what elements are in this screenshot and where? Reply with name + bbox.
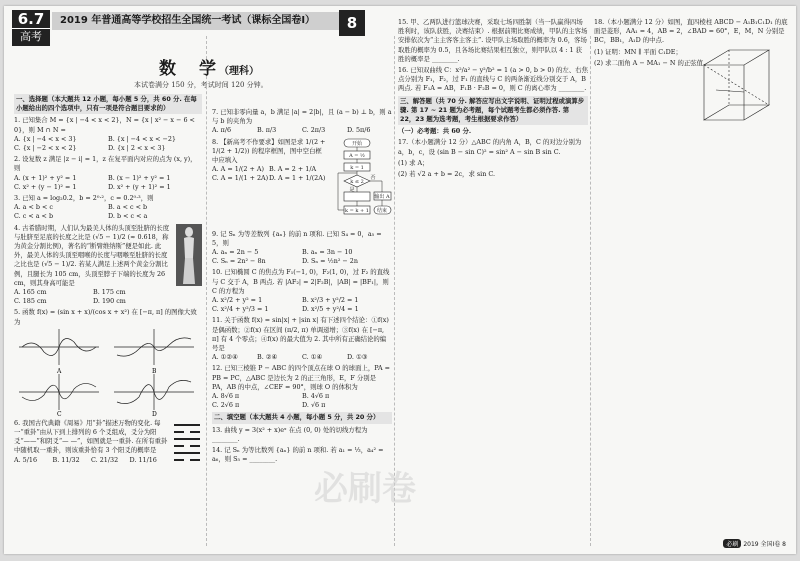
- flow-end: 结束: [376, 207, 388, 214]
- column-divider: [590, 36, 591, 546]
- flow-init-a: A = ½: [349, 152, 365, 159]
- option-d: D. x²/5 + y²/4 = 1: [302, 305, 359, 314]
- option-a: A. (x + 1)² + y² = 1: [14, 173, 77, 182]
- option-c: C. 2√6 π: [212, 401, 240, 410]
- question-2: [14, 155, 202, 192]
- option-c: C. {x | −2 < x < 2}: [14, 144, 77, 153]
- question-text: 8. 【新高考不作要求】如图是求 1/(2 + 1/(2 + 1/2)) 的程序框图，图中空白框中应填入: [212, 137, 326, 165]
- question-13: 13. 曲线 y = 3(x² + x)eˣ 在点 (0, 0) 处的切线方程为 ________.: [212, 425, 368, 443]
- paper-number: 8: [339, 10, 365, 36]
- option-a: A. π/6: [212, 126, 232, 135]
- option-b: B. a < c < b: [108, 203, 148, 212]
- title-sub: （理科）: [219, 66, 259, 77]
- option-b: B. (x − 1)² + y² = 1: [108, 173, 171, 182]
- flow-start: 开始: [351, 140, 363, 147]
- page-title: [159, 54, 259, 79]
- section-heading: 二、填空题（本大题共 4 小题，每小题 5 分，共 20 分）: [212, 412, 392, 423]
- flow-condition: k ≤ 2: [350, 178, 364, 185]
- section-heading: 三、解答题（共 70 分. 解答应写出文字说明、证明过程或演算步骤. 第 17 ~ 21 题为必考题，每个试题考生都必须作答. 第 22，23 题为选考题，考生根据要求作答）: [398, 96, 588, 126]
- option-d: D. ①③: [347, 353, 368, 362]
- badge-number: 6.7: [17, 10, 45, 28]
- flow-output: 输出 A: [374, 193, 390, 200]
- question-5: [14, 308, 202, 416]
- option-a: A. ①②④: [212, 353, 238, 362]
- question-17-part-2: (2) 若 √2 a + b = 2c，求 sin C.: [398, 170, 496, 179]
- question-17: 17.（本小题满分 12 分）△ABC 的内角 A，B，C 的对边分别为 a，b，c，设 (sin B − sin C)² = sin² A − sin B sin C.: [398, 138, 582, 156]
- column-divider: [206, 36, 207, 546]
- option-d: D. Sₙ = ½n² − 2n: [302, 257, 358, 266]
- footer-badge: 必刷: [723, 539, 741, 548]
- flow-yes: 是: [349, 186, 355, 193]
- exam-page: [4, 6, 796, 554]
- option-a: A. A = 1/(2 + A): [212, 165, 265, 174]
- option-a: A. a < b < c: [14, 203, 53, 212]
- question-text: 5. 函数 f(x) = (sin x + x)/(cos x + x²) 在 [−π, π] 的图像大致为: [14, 308, 197, 326]
- option-a: A: [57, 367, 62, 375]
- question-8: [212, 138, 392, 228]
- option-d: D. √6 π: [302, 401, 326, 410]
- column-1: [14, 92, 202, 467]
- option-b: B. π/3: [257, 126, 277, 135]
- question-15: 15. 甲、乙两队进行篮球决赛，采取七场四胜制（当一队赢得四场胜利时，该队获胜，决赛结束）. 根据前期比赛成绩，甲队的主客场安排依次为“主主客客主客主”. 设甲队主场取胜的概率为 0.6，客场取胜的概率为 0.5，且各场比赛结果相互独立，则甲队以 4 : 1 获胜的概率是 ________.: [398, 18, 588, 63]
- question-text: 10. 已知椭圆 C 的焦点为 F₁(−1, 0)，F₂(1, 0)，过 F₂ 的直线与 C 交于 A，B 两点. 若 |AF₂| = 2|F₂B|，|AB| = |BF₁|，则 C 的方程为: [212, 268, 390, 295]
- question-18: 18.（本小题满分 12 分）如图，直四棱柱 ABCD − A₁B₁C₁D₁ 的底面是菱形，AA₁ = 4，AB = 2，∠BAD = 60°，E，M，N 分别是 BC，BB₁，A₁D 的中点.: [594, 18, 788, 45]
- question-14: 14. 记 Sₙ 为等比数列 {aₙ} 的前 n 项和. 若 a₁ = ⅓，a₄² = a₆，则 S₅ = ________.: [212, 446, 384, 464]
- question-7: [212, 108, 392, 136]
- question-11: [212, 316, 392, 362]
- option-a: A. x²/2 + y² = 1: [212, 296, 263, 305]
- option-b: B. aₙ = 3n − 10: [302, 248, 353, 257]
- question-text: 11. 关于函数 f(x) = sin|x| + |sin x| 有下述四个结论：①f(x) 是偶函数；②f(x) 在区间 (π/2, π) 单调递增；③f(x) 在 [−π, π] 有 4 个零点；④f(x) 的最大值为 2. 其中所有正确结论的编号是: [212, 316, 389, 353]
- option-c: C. x² + (y − 1)² = 1: [14, 182, 77, 191]
- badge-text: 高考: [12, 28, 50, 45]
- option-a: A. aₙ = 2n − 5: [212, 248, 259, 257]
- option-c: C. 2π/3: [302, 126, 326, 135]
- question-text: 4. 古希腊时期，人们认为最美人体的头顶至肚脐的长度与肚脐至足底的长度之比是 (√5 − 1)/2 (≈ 0.618，称为黄金分割比例)，著名的“断臂维纳斯”便是如此. 此外，最美人体的头顶至咽喉的长度与咽喉至肚脐的长度之比也是 (√5 − 1)/2. 若某人满足上述两个黄金分割比例，且腿长为 105 cm，头顶至脖子下端的长度为 26 cm，则其身高可能是: [14, 223, 170, 287]
- option-b: B. A = 2 + 1/A: [269, 165, 317, 174]
- question-text: 2. 设复数 z 满足 |z − i| = 1，z 在复平面内对应的点为 (x, y)，则: [14, 155, 197, 173]
- option-b: B. 4√6 π: [302, 392, 330, 401]
- title-main: 数 学: [159, 59, 219, 79]
- option-c: C. c < a < b: [14, 212, 54, 221]
- option-c: C. Sₙ = 2n² − 8n: [212, 257, 266, 266]
- question-text: 3. 已知 a = log₂0.2，b = 2⁰·²，c = 0.2⁰·³，则: [14, 194, 154, 203]
- question-1: [14, 116, 202, 153]
- option-b: B: [152, 367, 157, 375]
- option-c: C. 21/32: [91, 455, 119, 464]
- flowchart-figure: [328, 138, 392, 230]
- question-text: 1. 已知集合 M = {x | −4 < x < 2}，N = {x | x² − x − 6 < 0}，则 M ∩ N =: [14, 116, 195, 134]
- subsection-heading: （一）必考题：共 60 分.: [398, 127, 472, 136]
- option-a: A. 165 cm: [14, 288, 47, 297]
- option-d: D. 11/16: [129, 455, 157, 464]
- option-d: D. b < c < a: [108, 212, 148, 221]
- brand-badge: [12, 10, 50, 46]
- question-18-part-1: (1) 证明：MN ∥ 平面 C₁DE；: [594, 47, 682, 56]
- option-b: B. ②④: [257, 353, 278, 362]
- option-a: A. {x | −4 < x < 3}: [14, 134, 77, 143]
- question-text: 7. 已知非零向量 a，b 满足 |a| = 2|b|，且 (a − b) ⊥ b，则 a 与 b 的夹角为: [212, 108, 392, 126]
- option-b: B. {x | −4 < x < −2}: [108, 134, 176, 143]
- question-18-part-2: (2) 求二面角 A − MA₁ − N 的正弦值.: [594, 58, 706, 67]
- option-d: D. {x | 2 < x < 3}: [108, 144, 166, 153]
- prism-figure: [694, 40, 784, 130]
- option-c: C. 185 cm: [14, 297, 47, 306]
- column-3: [398, 16, 588, 181]
- function-graph-options: [14, 327, 202, 417]
- hexagram-figure: [172, 421, 202, 463]
- flow-increment: k = k + 1: [345, 207, 369, 214]
- option-b: B. 175 cm: [93, 288, 126, 297]
- question-text: 9. 记 Sₙ 为等差数列 {aₙ} 的前 n 项和. 已知 S₄ = 0，a₅ = 5，则: [212, 229, 382, 247]
- option-b: B. 11/32: [52, 455, 80, 464]
- question-12: [212, 364, 392, 410]
- column-4: [594, 16, 790, 130]
- question-text: 6. 我国古代典籍《周易》用“卦”描述万物的变化. 每一“重卦”由从下到上排列的 6 个爻组成，爻分为阳爻“——”和阴爻“— —”，如图就是一重卦. 在所有重卦中随机取一重卦，则该重卦恰有 3 个阳爻的概率是: [14, 418, 168, 455]
- option-d: D. x² + (y + 1)² = 1: [108, 182, 171, 191]
- flow-init-k: k = 1: [350, 164, 364, 171]
- option-b: B. x²/3 + y²/2 = 1: [302, 296, 359, 305]
- question-4: [14, 224, 202, 307]
- exam-banner: 2019 年普通高等学校招生全国统一考试（课标全国卷Ⅰ）: [52, 12, 345, 30]
- page-footer: [723, 539, 786, 548]
- option-c: C: [57, 410, 62, 417]
- option-d: D. A = 1 + 1/(2A): [269, 174, 326, 183]
- flow-no: 否: [370, 174, 376, 181]
- option-c: C. A = 1/(1 + 2A): [212, 174, 269, 183]
- question-9: [212, 230, 392, 267]
- exam-note: 本试卷满分 150 分，考试时间 120 分钟。: [134, 81, 268, 89]
- option-d: D: [152, 410, 157, 417]
- option-c: C. ①④: [302, 353, 323, 362]
- section-heading: 一、选择题（本大题共 12 小题，每小题 5 分，共 60 分. 在每小题给出的四个选项中，只有一项是符合题目要求的）: [14, 94, 202, 114]
- watermark-stamp: 必刷卷: [314, 469, 416, 509]
- option-a: A. 5/16: [14, 455, 38, 464]
- venus-statue-figure: [176, 224, 202, 286]
- option-c: C. x²/4 + y²/3 = 1: [212, 305, 269, 314]
- question-6: [14, 419, 202, 465]
- question-16: 16. 已知双曲线 C：x²/a² − y²/b² = 1 (a > 0, b > 0) 的左、右焦点分别为 F₁，F₂，过 F₁ 的直线与 C 的两条渐近线分别交于 A，B 两点. 若 F₁A = AB，F₁B · F₂B = 0，则 C 的离心率为 ________.: [398, 66, 588, 93]
- column-2: [212, 106, 392, 466]
- question-17-part-1: (1) 求 A；: [398, 158, 429, 167]
- question-10: [212, 268, 392, 314]
- option-a: A. 8√6 π: [212, 392, 240, 401]
- option-d: D. 5π/6: [347, 126, 371, 135]
- option-d: D. 190 cm: [93, 297, 126, 306]
- question-3: [14, 194, 202, 222]
- question-text: 12. 已知三棱锥 P − ABC 的四个顶点在球 O 的球面上，PA = PB = PC，△ABC 是边长为 2 的正三角形，E，F 分别是 PA，AB 的中点，∠CEF = 90°，则球 O 的体积为: [212, 364, 390, 391]
- footer-text: 2019 全国Ⅰ卷 8: [743, 541, 786, 548]
